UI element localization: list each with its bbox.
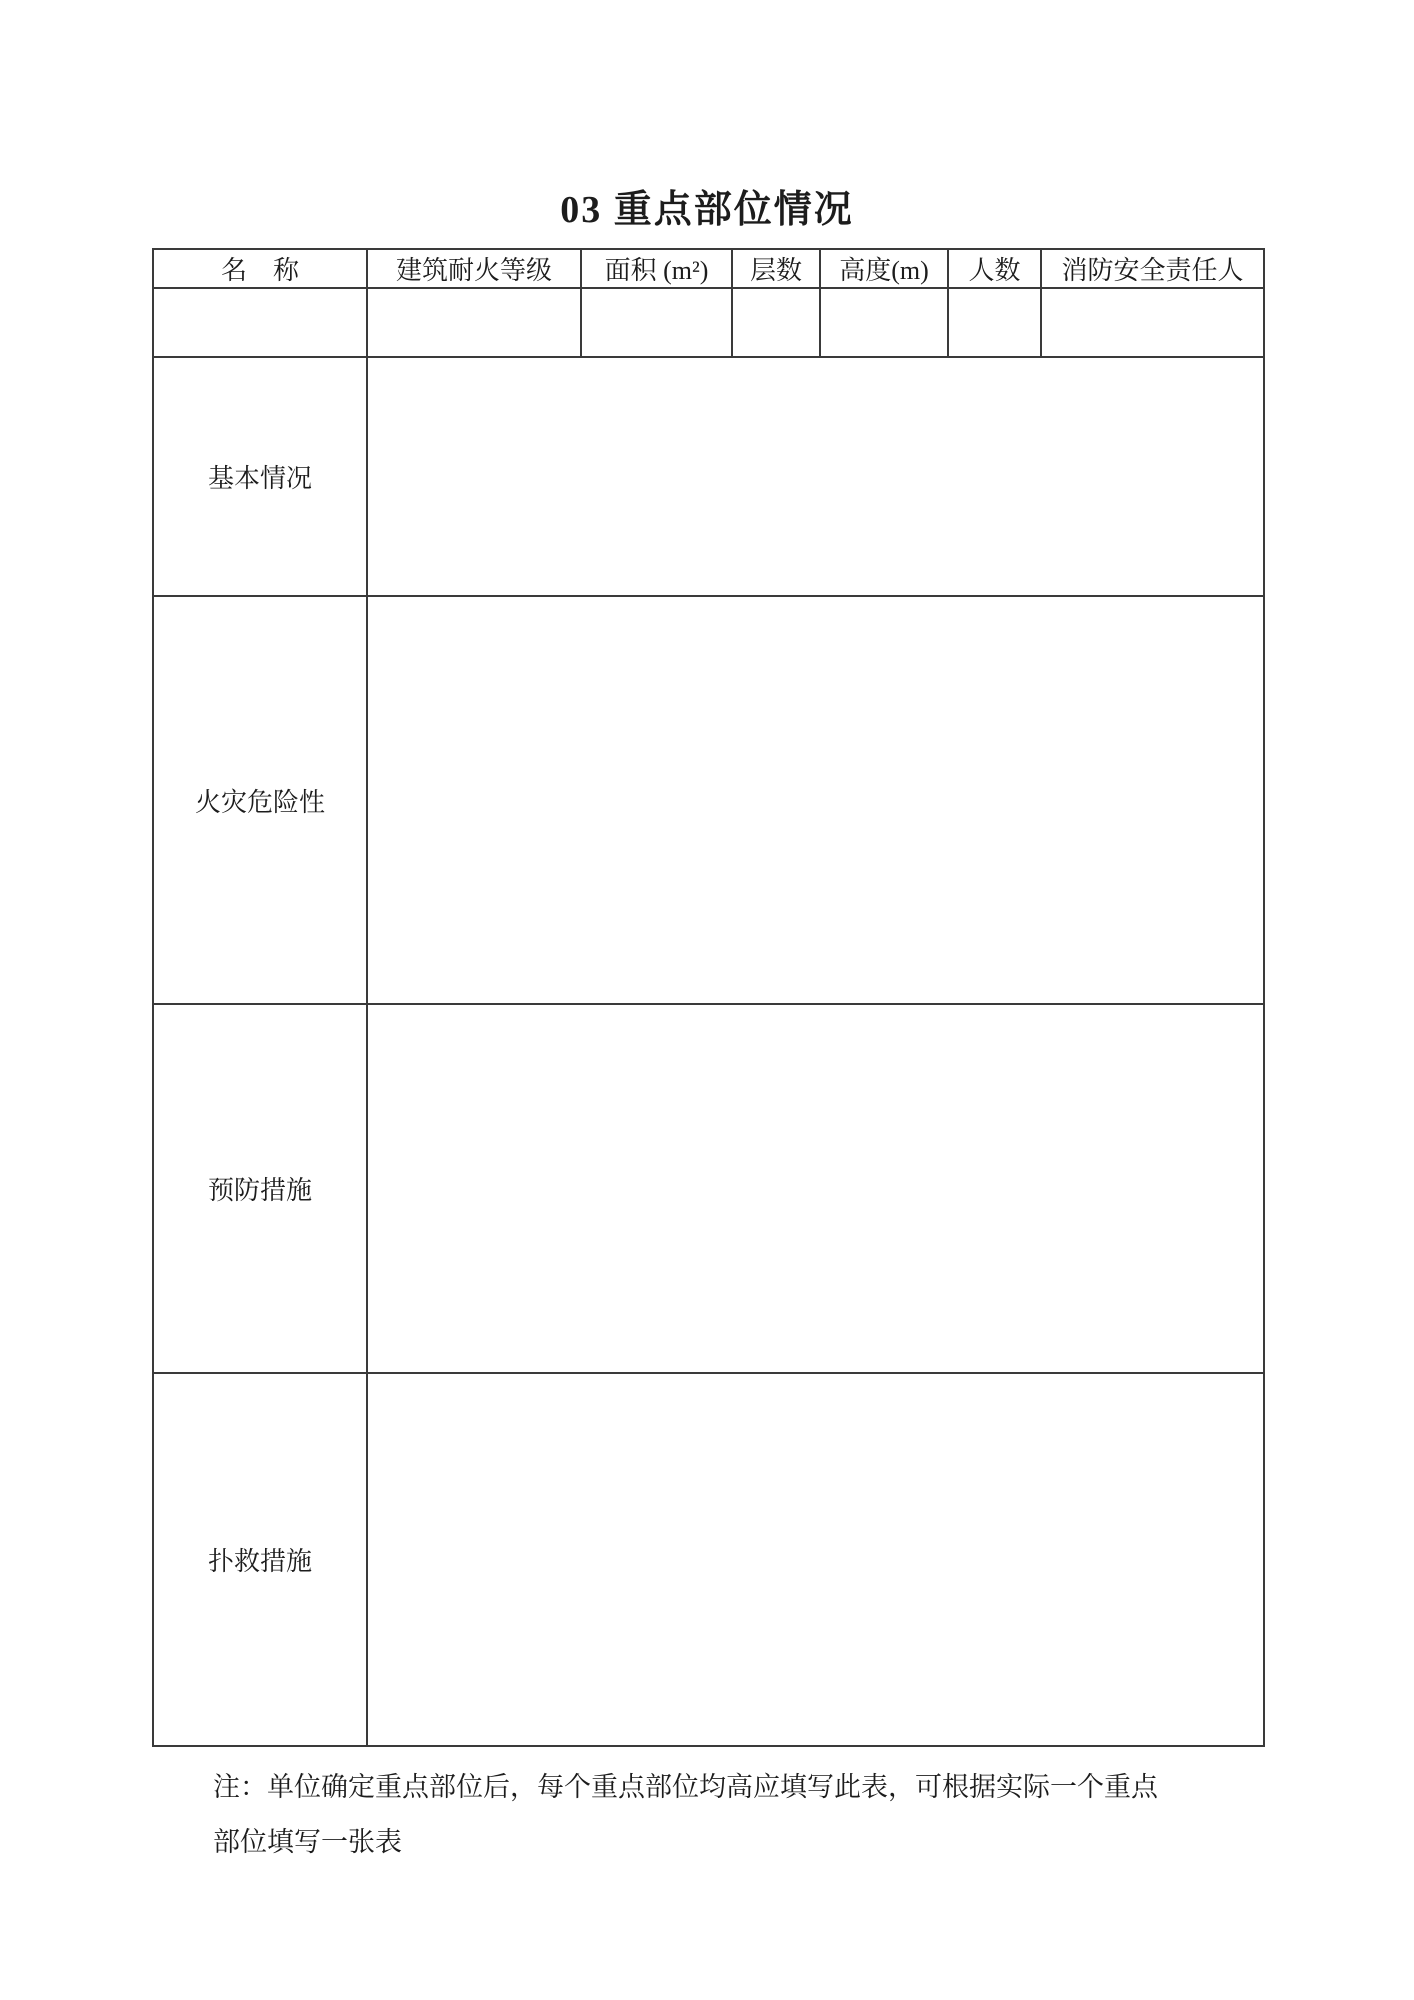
section-content-basic-info bbox=[367, 357, 1264, 596]
footnote-line-1: 注：单位确定重点部位后，每个重点部位均高应填写此表，可根据实际一个重点 bbox=[213, 1772, 1158, 1802]
footnote-line-2: 部位填写一张表 bbox=[213, 1827, 402, 1857]
table-row bbox=[153, 1373, 1264, 1746]
entry-row bbox=[153, 288, 1264, 357]
header-name: 名 称 bbox=[153, 249, 367, 288]
table-row bbox=[153, 357, 1264, 596]
section-label-basic-info: 基本情况 bbox=[153, 357, 367, 596]
table-row bbox=[153, 596, 1264, 1004]
entry-cell-height bbox=[820, 288, 948, 357]
header-floors: 层数 bbox=[732, 249, 820, 288]
page-title: 03 重点部位情况 bbox=[560, 189, 854, 231]
section-content-prevention-measures bbox=[367, 1004, 1264, 1373]
section-label-prevention-measures: 预防措施 bbox=[153, 1004, 367, 1373]
section-content-fire-hazard bbox=[367, 596, 1264, 1004]
header-safety-officer: 消防安全责任人 bbox=[1041, 249, 1264, 288]
section-content-firefighting-measures bbox=[367, 1373, 1264, 1746]
entry-cell-safety-officer bbox=[1041, 288, 1264, 357]
header-fire-rating: 建筑耐火等级 bbox=[367, 249, 581, 288]
table-header-row bbox=[153, 249, 1264, 288]
header-people-count: 人数 bbox=[948, 249, 1041, 288]
entry-cell-area bbox=[581, 288, 732, 357]
key-parts-table bbox=[152, 248, 1265, 1747]
section-label-fire-hazard: 火灾危险性 bbox=[153, 596, 367, 1004]
entry-cell-people-count bbox=[948, 288, 1041, 357]
section-label-firefighting-measures: 扑救措施 bbox=[153, 1373, 367, 1746]
header-height: 高度(m) bbox=[820, 249, 948, 288]
entry-cell-name bbox=[153, 288, 367, 357]
entry-cell-floors bbox=[732, 288, 820, 357]
entry-cell-fire-rating bbox=[367, 288, 581, 357]
header-area: 面积 (m²) bbox=[581, 249, 732, 288]
footnote bbox=[213, 1760, 1243, 1870]
table-row bbox=[153, 1004, 1264, 1373]
